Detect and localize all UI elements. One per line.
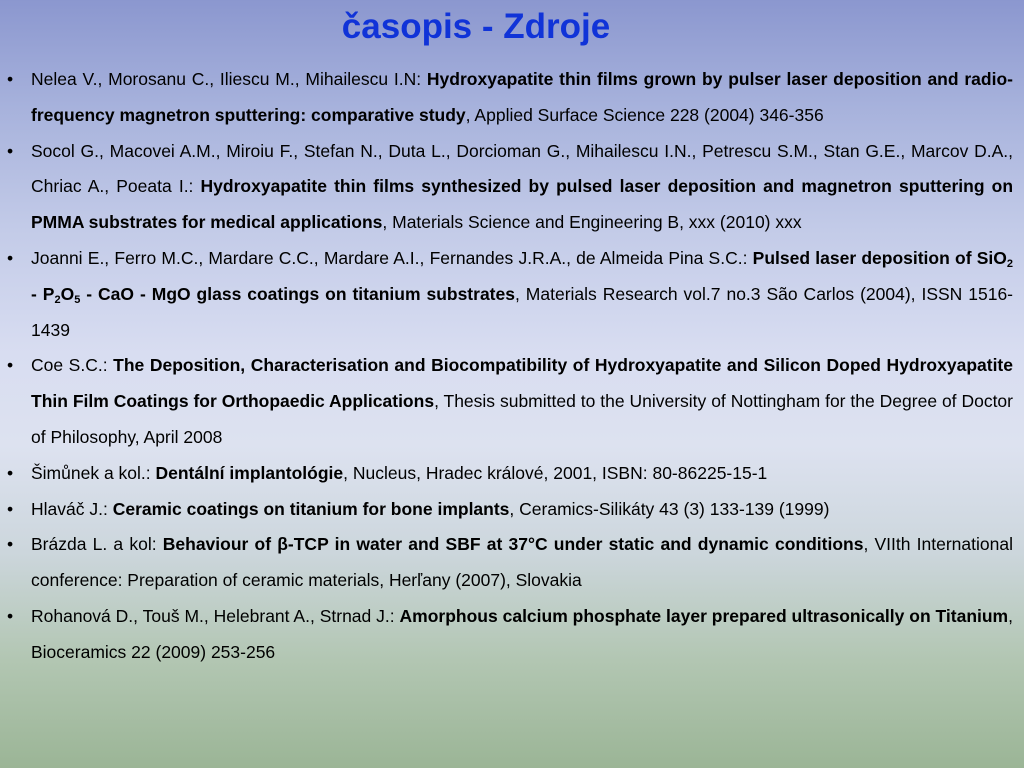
reference-authors: Rohanová D., Touš M., Helebrant A., Strnad J.:	[31, 605, 400, 626]
reference-source: , Materials Science and Engineering B, xxx (2010) xxx	[382, 212, 802, 233]
reference-authors: Brázda L. a kol:	[31, 534, 163, 555]
subscript: 5	[74, 293, 81, 306]
bullet-icon: •	[7, 140, 14, 161]
bullet-icon: •	[7, 247, 14, 268]
reference-source: , Thesis submitted to the University of Nottingham for the Degree of Doctor of Philosophy, April 2008	[31, 391, 1013, 447]
subscript: 2	[1006, 257, 1014, 270]
reference-authors: Joanni E., Ferro M.C., Mardare C.C., Mardare A.I., Fernandes J.R.A., de Almeida Pina S.C.:	[31, 247, 753, 268]
reference-title: Hydroxyapatite thin films synthesized by pulsed laser deposition and magnetron sputtering on PMMA substrates for medical applications	[31, 176, 1014, 233]
reference-title: Amorphous calcium phosphate layer prepared ultrasonically on Titanium	[399, 605, 1009, 626]
reference-item	[7, 62, 1013, 134]
bullet-icon: •	[7, 355, 14, 376]
title-part: O	[60, 283, 75, 304]
reference-source: , Materials Research vol.7 no.3 São Carlos (2004), ISSN 1516-1439	[31, 283, 1014, 340]
bullet-icon: •	[7, 534, 14, 555]
reference-authors: Coe S.C.:	[31, 355, 114, 376]
reference-item	[7, 348, 1013, 455]
reference-source: , Nucleus, Hradec králové, 2001, ISBN: 80-86225-15-1	[343, 462, 768, 483]
reference-item	[7, 527, 1013, 599]
reference-title: Hydroxyapatite thin films grown by pulser laser deposition and radio-frequency magnetron sputtering: comparative study	[31, 69, 1013, 125]
subscript: 2	[54, 293, 61, 306]
reference-source: , Bioceramics 22 (2009) 253-256	[31, 605, 1013, 662]
title-part: - P	[31, 283, 55, 304]
reference-authors: Socol G., Macovei A.M., Miroiu F., Stefan N., Duta L., Dorcioman G., Mihailescu I.N., Petrescu S.M., Stan G.E., Marcov D.A., Chriac A., Poeata I.:	[31, 140, 1013, 197]
reference-source: , VIIth International conference: Preparation of ceramic materials, Herľany (2007), Slovakia	[31, 534, 1013, 591]
reference-title: Ceramic coatings on titanium for bone implants	[112, 498, 510, 519]
bullet-icon: •	[7, 69, 14, 89]
bullet-icon: •	[7, 462, 14, 483]
bullet-icon: •	[7, 605, 14, 626]
title-part: Pulsed laser deposition of SiO	[752, 247, 1007, 268]
reference-title: The Deposition, Characterisation and Biocompatibility of Hydroxyapatite and Silicon Doped Hydroxyapatite Thin Film Coatings for Orthopaedic Applications	[31, 355, 1013, 412]
reference-authors: Hlaváč J.:	[31, 498, 113, 519]
reference-authors: Nelea V., Morosanu C., Iliescu M., Mihailescu I.N:	[31, 69, 427, 89]
reference-source: , Applied Surface Science 228 (2004) 346-356	[465, 104, 824, 125]
bullet-icon: •	[7, 498, 14, 519]
reference-item	[7, 599, 1013, 671]
reference-item	[7, 241, 1013, 348]
reference-title: Behaviour of β-TCP in water and SBF at 37°C under static and dynamic conditions	[162, 534, 864, 555]
reference-source: , Ceramics-Silikáty 43 (3) 133-139 (1999)	[509, 498, 830, 519]
reference-item	[7, 456, 1013, 492]
reference-item	[7, 134, 1013, 241]
reference-list	[7, 62, 1013, 671]
reference-title: Dentální implantológie	[155, 462, 344, 483]
reference-item	[7, 492, 1013, 528]
slide-title: časopis - Zdroje	[341, 7, 611, 46]
title-part: - CaO - MgO glass coatings on titanium substrates	[80, 283, 515, 304]
reference-authors: Šimůnek a kol.:	[31, 462, 156, 483]
